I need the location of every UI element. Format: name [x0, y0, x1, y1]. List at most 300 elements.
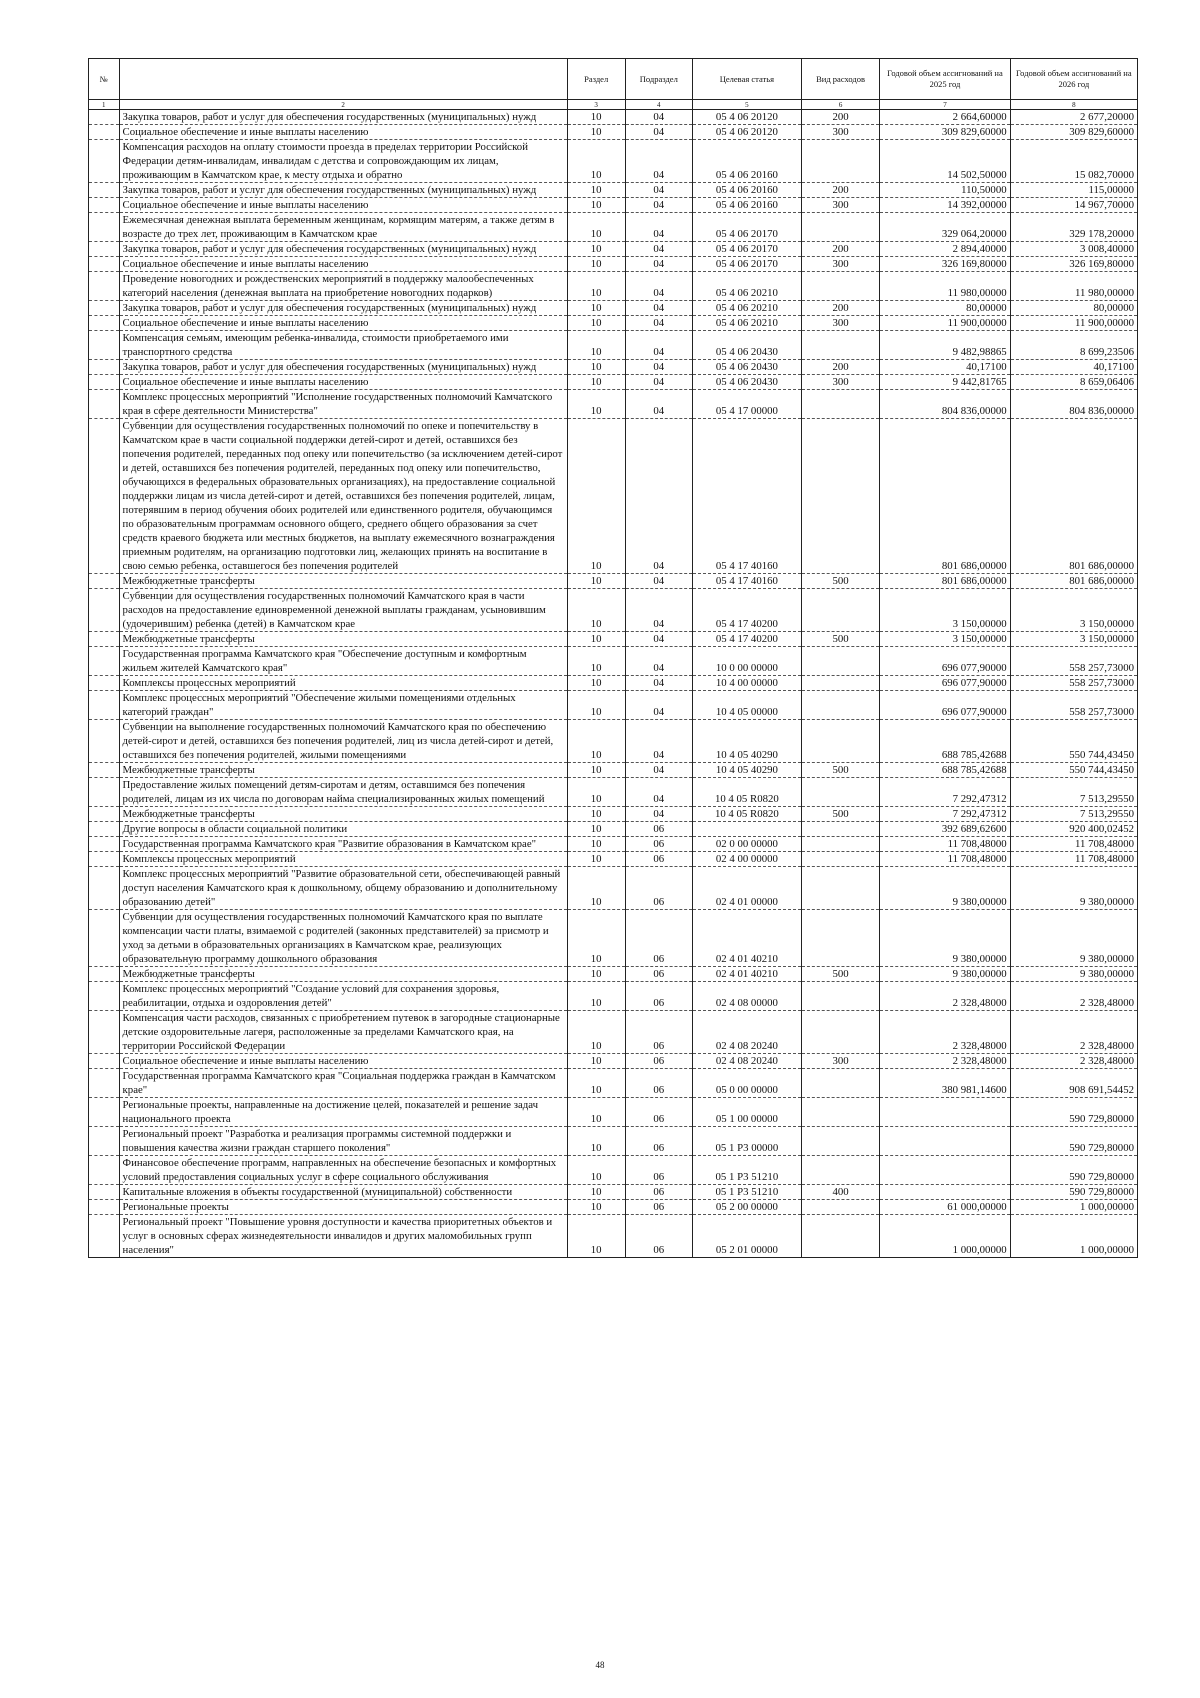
- row-subsection-cell: 06: [625, 822, 692, 837]
- row-name-cell: Межбюджетные трансферты: [119, 763, 567, 778]
- header-year-2026: Годовой объем ассигнований на 2026 год: [1010, 59, 1137, 100]
- row-name-cell: Социальное обеспечение и иные выплаты населению: [119, 198, 567, 213]
- row-name-cell: Комплекс процессных мероприятий "Развитие образовательной сети, обеспечивающей равный доступ населения Камчатского края к дошкольному, общему образованию и дополнительному образованию детей": [119, 867, 567, 910]
- row-section-cell: 10: [567, 257, 625, 272]
- header-subsection: Подраздел: [625, 59, 692, 100]
- row-amount-2025-cell: [880, 1156, 1010, 1185]
- row-name-cell: Комплекс процессных мероприятий "Исполнение государственных полномочий Камчатского края в сфере деятельности Министерства": [119, 390, 567, 419]
- row-target-article-cell: 05 4 17 40200: [692, 632, 801, 647]
- row-name-cell: Закупка товаров, работ и услуг для обеспечения государственных (муниципальных) нужд: [119, 242, 567, 257]
- row-name-cell: Социальное обеспечение и иные выплаты населению: [119, 375, 567, 390]
- row-name-cell: Финансовое обеспечение программ, направленных на обеспечение безопасных и комфортных условий предоставления социальных услуг в сфере социального обслуживания: [119, 1156, 567, 1185]
- row-number-cell: [89, 1200, 120, 1215]
- row-section-cell: 10: [567, 852, 625, 867]
- row-amount-2025-cell: 326 169,80000: [880, 257, 1010, 272]
- row-target-article-cell: 02 4 08 20240: [692, 1011, 801, 1054]
- row-number-cell: [89, 647, 120, 676]
- row-amount-2026-cell: 2 328,48000: [1010, 982, 1137, 1011]
- row-number-cell: [89, 213, 120, 242]
- row-section-cell: 10: [567, 574, 625, 589]
- column-index: 2: [119, 100, 567, 110]
- row-target-article-cell: 05 4 06 20160: [692, 198, 801, 213]
- table-row: [89, 967, 1138, 982]
- row-expense-type-cell: [801, 589, 879, 632]
- column-index: 4: [625, 100, 692, 110]
- row-section-cell: 10: [567, 589, 625, 632]
- table-row: [89, 867, 1138, 910]
- page-number: 48: [595, 1660, 605, 1670]
- row-name-cell: Межбюджетные трансферты: [119, 807, 567, 822]
- row-amount-2026-cell: 15 082,70000: [1010, 140, 1137, 183]
- row-name-cell: Межбюджетные трансферты: [119, 967, 567, 982]
- row-number-cell: [89, 375, 120, 390]
- row-number-cell: [89, 360, 120, 375]
- table-row: [89, 676, 1138, 691]
- row-section-cell: 10: [567, 1200, 625, 1215]
- row-section-cell: 10: [567, 1069, 625, 1098]
- row-subsection-cell: 04: [625, 110, 692, 125]
- row-amount-2025-cell: 2 328,48000: [880, 1054, 1010, 1069]
- row-expense-type-cell: [801, 272, 879, 301]
- row-target-article-cell: 05 4 17 40160: [692, 574, 801, 589]
- row-amount-2026-cell: 9 380,00000: [1010, 967, 1137, 982]
- row-amount-2025-cell: 380 981,14600: [880, 1069, 1010, 1098]
- table-row: [89, 822, 1138, 837]
- row-target-article-cell: 02 4 00 00000: [692, 852, 801, 867]
- row-subsection-cell: 04: [625, 574, 692, 589]
- row-expense-type-cell: 300: [801, 316, 879, 331]
- row-target-article-cell: 05 4 06 20210: [692, 301, 801, 316]
- row-target-article-cell: 10 4 05 00000: [692, 691, 801, 720]
- row-target-article-cell: 05 2 00 00000: [692, 1200, 801, 1215]
- row-target-article-cell: 05 4 06 20430: [692, 360, 801, 375]
- row-target-article-cell: 10 4 05 40290: [692, 720, 801, 763]
- row-amount-2026-cell: 558 257,73000: [1010, 676, 1137, 691]
- row-subsection-cell: 06: [625, 982, 692, 1011]
- budget-table-body: [89, 110, 1138, 1258]
- row-name-cell: Компенсация семьям, имеющим ребенка-инвалида, стоимости приобретаемого ими транспортного средства: [119, 331, 567, 360]
- row-amount-2026-cell: 8 699,23506: [1010, 331, 1137, 360]
- row-expense-type-cell: [801, 1069, 879, 1098]
- row-subsection-cell: 06: [625, 1127, 692, 1156]
- table-row: [89, 419, 1138, 574]
- row-target-article-cell: [692, 822, 801, 837]
- row-name-cell: Другие вопросы в области социальной политики: [119, 822, 567, 837]
- row-name-cell: Региональный проект "Разработка и реализация программы системной поддержки и повышения качества жизни граждан старшего поколения": [119, 1127, 567, 1156]
- row-amount-2025-cell: 14 502,50000: [880, 140, 1010, 183]
- row-expense-type-cell: [801, 1098, 879, 1127]
- row-number-cell: [89, 301, 120, 316]
- row-section-cell: 10: [567, 647, 625, 676]
- row-expense-type-cell: [801, 213, 879, 242]
- header-section: Раздел: [567, 59, 625, 100]
- row-section-cell: 10: [567, 982, 625, 1011]
- row-name-cell: Ежемесячная денежная выплата беременным женщинам, кормящим матерям, а также детям в возрасте до трех лет, проживающим в Камчатском крае: [119, 213, 567, 242]
- row-number-cell: [89, 589, 120, 632]
- row-subsection-cell: 06: [625, 1011, 692, 1054]
- row-name-cell: Социальное обеспечение и иные выплаты населению: [119, 125, 567, 140]
- row-amount-2026-cell: 3 008,40000: [1010, 242, 1137, 257]
- row-amount-2026-cell: 920 400,02452: [1010, 822, 1137, 837]
- row-name-cell: Межбюджетные трансферты: [119, 574, 567, 589]
- row-section-cell: 10: [567, 1054, 625, 1069]
- row-subsection-cell: 04: [625, 676, 692, 691]
- row-target-article-cell: 05 4 06 20160: [692, 183, 801, 198]
- row-target-article-cell: 02 4 08 20240: [692, 1054, 801, 1069]
- row-expense-type-cell: 500: [801, 574, 879, 589]
- row-subsection-cell: 06: [625, 867, 692, 910]
- row-subsection-cell: 06: [625, 967, 692, 982]
- row-expense-type-cell: [801, 910, 879, 967]
- table-row: [89, 1054, 1138, 1069]
- row-subsection-cell: 04: [625, 720, 692, 763]
- row-name-cell: Комплексы процессных мероприятий: [119, 676, 567, 691]
- row-amount-2025-cell: 2 328,48000: [880, 1011, 1010, 1054]
- row-expense-type-cell: [801, 1156, 879, 1185]
- row-amount-2026-cell: 2 677,20000: [1010, 110, 1137, 125]
- row-name-cell: Субвенции для осуществления государственных полномочий по опеке и попечительству в Камчатском крае в части социальной поддержки детей-сирот и детей, оставшихся без попечения родителей, переданных под опеку или попечительство (за исключением детей-сирот и детей, оставшихся без попечения родителей, переданных под опеку или попечительство, обучающихся в федеральных образовательных организациях), на предоставление социальной поддержки лицам из числа детей-сирот и детей, оставшихся без попечения родителей, лицам, потерявшим в период обучения обоих родителей или единственного родителя, обучающимся по образовательным программам основного общего, среднего общего образования за счет средств краевого бюджета или местных бюджетов, на выплату ежемесячного вознаграждения приемным родителям, на организацию подготовки лиц, желающих принять на воспитание в свою семью ребенка, оставшегося без попечения родителей: [119, 419, 567, 574]
- row-section-cell: 10: [567, 720, 625, 763]
- row-number-cell: [89, 1098, 120, 1127]
- row-target-article-cell: 02 0 00 00000: [692, 837, 801, 852]
- row-number-cell: [89, 807, 120, 822]
- row-name-cell: Региональный проект "Повышение уровня доступности и качества приоритетных объектов и услуг в основных сферах жизнедеятельности инвалидов и других маломобильных групп населения": [119, 1215, 567, 1258]
- row-number-cell: [89, 867, 120, 910]
- table-row: [89, 574, 1138, 589]
- row-number-cell: [89, 676, 120, 691]
- row-amount-2026-cell: 908 691,54452: [1010, 1069, 1137, 1098]
- row-name-cell: Социальное обеспечение и иные выплаты населению: [119, 1054, 567, 1069]
- table-row: [89, 1098, 1138, 1127]
- row-subsection-cell: 04: [625, 257, 692, 272]
- row-section-cell: 10: [567, 419, 625, 574]
- row-amount-2025-cell: 9 442,81765: [880, 375, 1010, 390]
- row-number-cell: [89, 110, 120, 125]
- row-target-article-cell: 05 4 06 20160: [692, 140, 801, 183]
- row-subsection-cell: 04: [625, 390, 692, 419]
- table-row: [89, 763, 1138, 778]
- row-expense-type-cell: [801, 676, 879, 691]
- row-target-article-cell: 05 4 06 20210: [692, 316, 801, 331]
- row-name-cell: Государственная программа Камчатского края "Обеспечение доступным и комфортным жильем жителей Камчатского края": [119, 647, 567, 676]
- row-name-cell: Компенсация расходов на оплату стоимости проезда в пределах территории Российской Федерации детям-инвалидам, инвалидам с детства и сопровождающим их лицам, проживающим в Камчатском крае, к месту отдыха и обратно: [119, 140, 567, 183]
- row-amount-2026-cell: 115,00000: [1010, 183, 1137, 198]
- row-expense-type-cell: [801, 647, 879, 676]
- table-row: [89, 1069, 1138, 1098]
- row-section-cell: 10: [567, 375, 625, 390]
- header-expense-type: Вид расходов: [801, 59, 879, 100]
- row-number-cell: [89, 242, 120, 257]
- row-amount-2025-cell: 801 686,00000: [880, 574, 1010, 589]
- row-section-cell: 10: [567, 837, 625, 852]
- row-amount-2025-cell: 9 380,00000: [880, 910, 1010, 967]
- row-amount-2025-cell: 110,50000: [880, 183, 1010, 198]
- row-expense-type-cell: [801, 1215, 879, 1258]
- row-amount-2026-cell: 590 729,80000: [1010, 1156, 1137, 1185]
- row-section-cell: 10: [567, 301, 625, 316]
- row-expense-type-cell: 500: [801, 763, 879, 778]
- row-number-cell: [89, 390, 120, 419]
- row-target-article-cell: 05 4 06 20430: [692, 331, 801, 360]
- row-amount-2026-cell: 590 729,80000: [1010, 1098, 1137, 1127]
- row-target-article-cell: 05 4 06 20120: [692, 110, 801, 125]
- row-number-cell: [89, 837, 120, 852]
- row-amount-2025-cell: [880, 1098, 1010, 1127]
- row-expense-type-cell: 500: [801, 632, 879, 647]
- row-section-cell: 10: [567, 632, 625, 647]
- row-target-article-cell: 10 4 05 R0820: [692, 807, 801, 822]
- row-amount-2026-cell: 801 686,00000: [1010, 574, 1137, 589]
- row-amount-2025-cell: 14 392,00000: [880, 198, 1010, 213]
- row-amount-2025-cell: 3 150,00000: [880, 589, 1010, 632]
- column-index: 3: [567, 100, 625, 110]
- row-name-cell: Компенсация части расходов, связанных с приобретением путевок в загородные стационарные детские оздоровительные лагеря, расположенные за пределами Камчатского края, на территории Российской Федерации: [119, 1011, 567, 1054]
- row-section-cell: 10: [567, 778, 625, 807]
- table-row: [89, 1185, 1138, 1200]
- row-subsection-cell: 06: [625, 1185, 692, 1200]
- header-number: №: [89, 59, 120, 100]
- row-name-cell: Социальное обеспечение и иные выплаты населению: [119, 316, 567, 331]
- row-subsection-cell: 04: [625, 140, 692, 183]
- row-amount-2026-cell: 9 380,00000: [1010, 910, 1137, 967]
- row-number-cell: [89, 198, 120, 213]
- row-section-cell: 10: [567, 140, 625, 183]
- row-subsection-cell: 04: [625, 632, 692, 647]
- row-expense-type-cell: [801, 852, 879, 867]
- row-subsection-cell: 04: [625, 375, 692, 390]
- row-name-cell: Капитальные вложения в объекты государственной (муниципальной) собственности: [119, 1185, 567, 1200]
- table-row: [89, 778, 1138, 807]
- table-row: [89, 982, 1138, 1011]
- row-target-article-cell: 05 1 P3 51210: [692, 1156, 801, 1185]
- row-amount-2026-cell: 9 380,00000: [1010, 867, 1137, 910]
- row-section-cell: 10: [567, 316, 625, 331]
- row-expense-type-cell: 200: [801, 360, 879, 375]
- row-section-cell: 10: [567, 967, 625, 982]
- row-amount-2025-cell: 11 980,00000: [880, 272, 1010, 301]
- row-number-cell: [89, 1215, 120, 1258]
- row-section-cell: 10: [567, 110, 625, 125]
- row-amount-2025-cell: 9 380,00000: [880, 967, 1010, 982]
- row-section-cell: 10: [567, 1098, 625, 1127]
- table-row: [89, 1215, 1138, 1258]
- row-expense-type-cell: 300: [801, 375, 879, 390]
- row-target-article-cell: 05 4 17 00000: [692, 390, 801, 419]
- row-amount-2025-cell: 2 328,48000: [880, 982, 1010, 1011]
- table-row: [89, 331, 1138, 360]
- row-expense-type-cell: [801, 867, 879, 910]
- row-amount-2025-cell: 309 829,60000: [880, 125, 1010, 140]
- row-amount-2025-cell: 9 380,00000: [880, 867, 1010, 910]
- row-number-cell: [89, 691, 120, 720]
- row-expense-type-cell: 300: [801, 1054, 879, 1069]
- row-section-cell: 10: [567, 676, 625, 691]
- row-target-article-cell: 05 4 06 20170: [692, 242, 801, 257]
- row-amount-2026-cell: 3 150,00000: [1010, 632, 1137, 647]
- row-amount-2025-cell: 11 708,48000: [880, 837, 1010, 852]
- row-number-cell: [89, 419, 120, 574]
- row-name-cell: Комплексы процессных мероприятий: [119, 852, 567, 867]
- row-target-article-cell: 05 4 06 20170: [692, 257, 801, 272]
- row-name-cell: Закупка товаров, работ и услуг для обеспечения государственных (муниципальных) нужд: [119, 110, 567, 125]
- row-subsection-cell: 04: [625, 272, 692, 301]
- row-number-cell: [89, 1069, 120, 1098]
- row-number-cell: [89, 1011, 120, 1054]
- row-expense-type-cell: [801, 720, 879, 763]
- column-index: 5: [692, 100, 801, 110]
- row-subsection-cell: 04: [625, 316, 692, 331]
- row-amount-2026-cell: 550 744,43450: [1010, 763, 1137, 778]
- row-subsection-cell: 04: [625, 807, 692, 822]
- row-expense-type-cell: [801, 691, 879, 720]
- row-expense-type-cell: 300: [801, 198, 879, 213]
- row-subsection-cell: 04: [625, 589, 692, 632]
- row-target-article-cell: 05 4 06 20170: [692, 213, 801, 242]
- row-target-article-cell: 05 0 00 00000: [692, 1069, 801, 1098]
- row-number-cell: [89, 1185, 120, 1200]
- row-expense-type-cell: 500: [801, 807, 879, 822]
- row-target-article-cell: 10 4 05 R0820: [692, 778, 801, 807]
- row-amount-2025-cell: 3 150,00000: [880, 632, 1010, 647]
- row-name-cell: Социальное обеспечение и иные выплаты населению: [119, 257, 567, 272]
- row-subsection-cell: 04: [625, 331, 692, 360]
- row-target-article-cell: 02 4 01 40210: [692, 910, 801, 967]
- row-amount-2025-cell: 7 292,47312: [880, 778, 1010, 807]
- row-subsection-cell: 06: [625, 1069, 692, 1098]
- row-subsection-cell: 06: [625, 1200, 692, 1215]
- header-row: [89, 59, 1138, 100]
- row-amount-2025-cell: 7 292,47312: [880, 807, 1010, 822]
- row-amount-2025-cell: 9 482,98865: [880, 331, 1010, 360]
- row-number-cell: [89, 1054, 120, 1069]
- row-amount-2025-cell: 11 900,00000: [880, 316, 1010, 331]
- row-subsection-cell: 04: [625, 213, 692, 242]
- budget-table: [88, 58, 1138, 1258]
- row-subsection-cell: 04: [625, 763, 692, 778]
- row-amount-2026-cell: 11 708,48000: [1010, 852, 1137, 867]
- row-number-cell: [89, 125, 120, 140]
- row-amount-2026-cell: 1 000,00000: [1010, 1215, 1137, 1258]
- row-amount-2026-cell: 7 513,29550: [1010, 807, 1137, 822]
- row-number-cell: [89, 632, 120, 647]
- table-row: [89, 125, 1138, 140]
- row-amount-2026-cell: 80,00000: [1010, 301, 1137, 316]
- row-amount-2025-cell: 696 077,90000: [880, 647, 1010, 676]
- table-row: [89, 1127, 1138, 1156]
- row-name-cell: Региональные проекты: [119, 1200, 567, 1215]
- row-expense-type-cell: [801, 1011, 879, 1054]
- row-amount-2026-cell: 11 980,00000: [1010, 272, 1137, 301]
- row-amount-2026-cell: 3 150,00000: [1010, 589, 1137, 632]
- row-amount-2025-cell: 688 785,42688: [880, 763, 1010, 778]
- row-name-cell: Закупка товаров, работ и услуг для обеспечения государственных (муниципальных) нужд: [119, 360, 567, 375]
- table-row: [89, 720, 1138, 763]
- row-expense-type-cell: 200: [801, 301, 879, 316]
- row-name-cell: Субвенции на выполнение государственных полномочий Камчатского края по обеспечению детей-сирот и детей, оставшихся без попечения родителей, лиц из числа детей-сирот и детей, оставшихся без попечения родителей, жилыми помещениями: [119, 720, 567, 763]
- row-expense-type-cell: [801, 1127, 879, 1156]
- column-index: 8: [1010, 100, 1137, 110]
- row-section-cell: 10: [567, 360, 625, 375]
- row-subsection-cell: 04: [625, 183, 692, 198]
- row-subsection-cell: 04: [625, 242, 692, 257]
- row-amount-2025-cell: 40,17100: [880, 360, 1010, 375]
- table-row: [89, 183, 1138, 198]
- row-section-cell: 10: [567, 198, 625, 213]
- row-expense-type-cell: [801, 331, 879, 360]
- row-name-cell: Государственная программа Камчатского края "Социальная поддержка граждан в Камчатском крае": [119, 1069, 567, 1098]
- row-number-cell: [89, 183, 120, 198]
- table-row: [89, 375, 1138, 390]
- row-amount-2026-cell: 40,17100: [1010, 360, 1137, 375]
- column-index-row: [89, 100, 1138, 110]
- header-year-2025: Годовой объем ассигнований на 2025 год: [880, 59, 1010, 100]
- table-row: [89, 316, 1138, 331]
- row-amount-2026-cell: 326 169,80000: [1010, 257, 1137, 272]
- row-name-cell: Проведение новогодних и рождественских мероприятий в поддержку малообеспеченных категорий населения (денежная выплата на приобретение новогодних подарков): [119, 272, 567, 301]
- row-expense-type-cell: 200: [801, 242, 879, 257]
- header-target-article: Целевая статья: [692, 59, 801, 100]
- table-row: [89, 852, 1138, 867]
- row-expense-type-cell: 300: [801, 257, 879, 272]
- row-section-cell: 10: [567, 1215, 625, 1258]
- row-target-article-cell: 05 1 00 00000: [692, 1098, 801, 1127]
- row-expense-type-cell: [801, 822, 879, 837]
- table-row: [89, 910, 1138, 967]
- table-row: [89, 1200, 1138, 1215]
- row-section-cell: 10: [567, 125, 625, 140]
- row-number-cell: [89, 982, 120, 1011]
- row-amount-2025-cell: 61 000,00000: [880, 1200, 1010, 1215]
- row-section-cell: 10: [567, 691, 625, 720]
- row-name-cell: Региональные проекты, направленные на достижение целей, показателей и решение задач национального проекта: [119, 1098, 567, 1127]
- row-expense-type-cell: [801, 982, 879, 1011]
- row-target-article-cell: 02 4 01 00000: [692, 867, 801, 910]
- row-target-article-cell: 05 4 06 20210: [692, 272, 801, 301]
- row-subsection-cell: 04: [625, 419, 692, 574]
- row-amount-2026-cell: 2 328,48000: [1010, 1011, 1137, 1054]
- row-amount-2026-cell: 590 729,80000: [1010, 1185, 1137, 1200]
- row-amount-2026-cell: 11 900,00000: [1010, 316, 1137, 331]
- row-number-cell: [89, 574, 120, 589]
- row-amount-2025-cell: 2 664,60000: [880, 110, 1010, 125]
- row-amount-2025-cell: 2 894,40000: [880, 242, 1010, 257]
- row-amount-2026-cell: 590 729,80000: [1010, 1127, 1137, 1156]
- row-name-cell: Закупка товаров, работ и услуг для обеспечения государственных (муниципальных) нужд: [119, 183, 567, 198]
- row-subsection-cell: 06: [625, 1215, 692, 1258]
- row-amount-2026-cell: 558 257,73000: [1010, 647, 1137, 676]
- row-target-article-cell: 05 4 17 40200: [692, 589, 801, 632]
- row-amount-2026-cell: 7 513,29550: [1010, 778, 1137, 807]
- row-section-cell: 10: [567, 242, 625, 257]
- row-section-cell: 10: [567, 272, 625, 301]
- row-number-cell: [89, 763, 120, 778]
- row-name-cell: Закупка товаров, работ и услуг для обеспечения государственных (муниципальных) нужд: [119, 301, 567, 316]
- row-section-cell: 10: [567, 1011, 625, 1054]
- row-target-article-cell: 05 1 P3 51210: [692, 1185, 801, 1200]
- column-index: 6: [801, 100, 879, 110]
- column-index: 7: [880, 100, 1010, 110]
- row-amount-2026-cell: 550 744,43450: [1010, 720, 1137, 763]
- column-index: 1: [89, 100, 120, 110]
- table-row: [89, 807, 1138, 822]
- table-row: [89, 301, 1138, 316]
- row-amount-2026-cell: 14 967,70000: [1010, 198, 1137, 213]
- row-name-cell: Государственная программа Камчатского края "Развитие образования в Камчатском крае": [119, 837, 567, 852]
- row-target-article-cell: 05 1 P3 00000: [692, 1127, 801, 1156]
- row-number-cell: [89, 1156, 120, 1185]
- row-section-cell: 10: [567, 1185, 625, 1200]
- row-subsection-cell: 06: [625, 1156, 692, 1185]
